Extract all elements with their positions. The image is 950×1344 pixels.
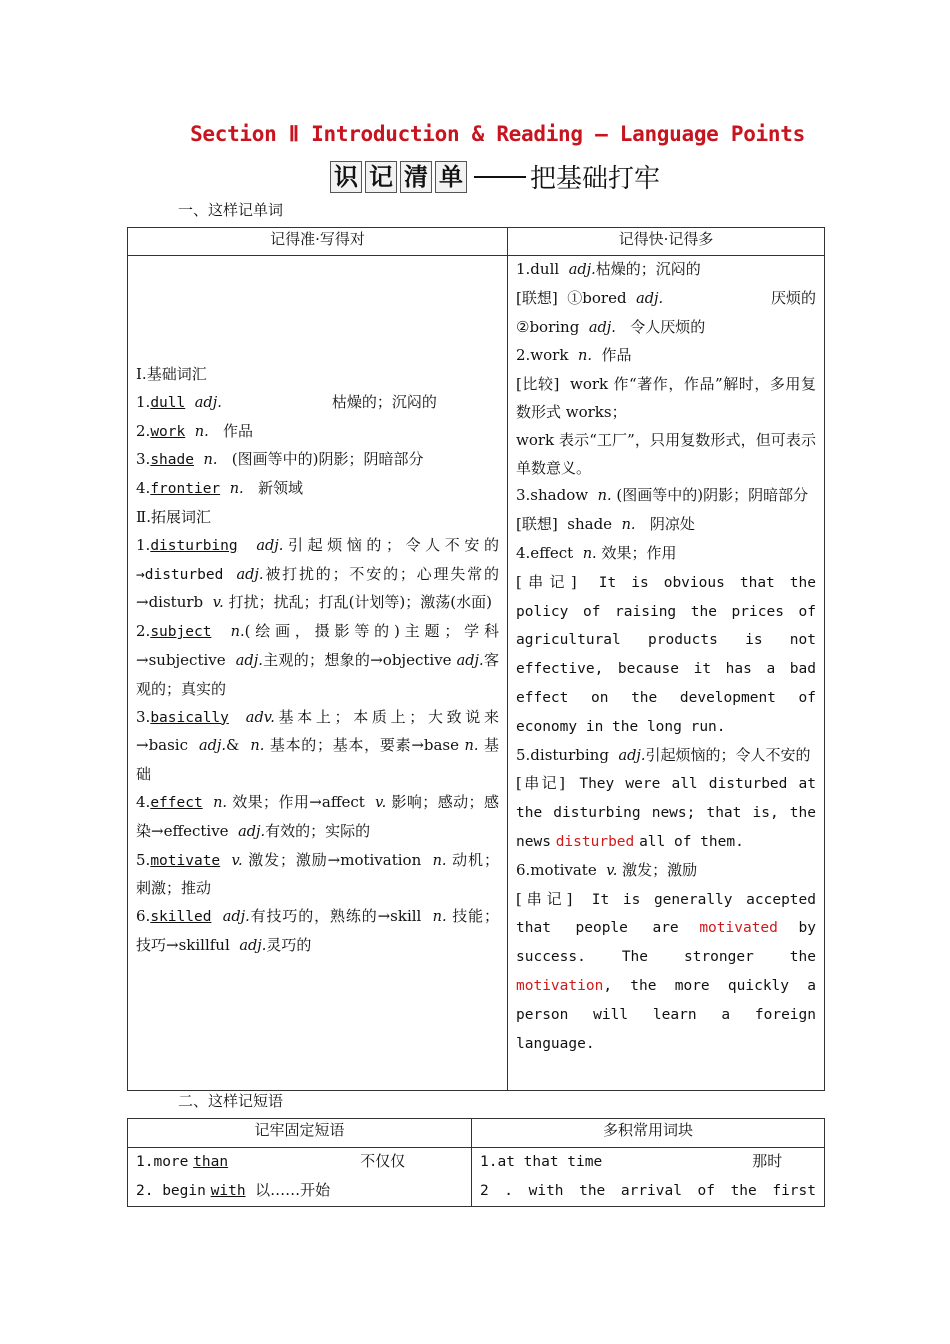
banner-char: 单 bbox=[435, 161, 467, 193]
highlight-word: motivation bbox=[516, 977, 604, 994]
memo-note: [串记] It is obvious that the policy of raising the prices of agricultural products is not effective, because it has a bad effect on the development of economy in the long run. bbox=[516, 572, 816, 735]
ext-heading: Ⅱ.拓展词汇 bbox=[136, 507, 211, 526]
highlight-word: disturbed bbox=[555, 833, 635, 850]
banner-char: 清 bbox=[400, 161, 432, 193]
banner-char: 识 bbox=[330, 161, 362, 193]
phrase-item: 2. begin with 以……开始 bbox=[136, 1180, 331, 1199]
highlight-word: motivated bbox=[699, 920, 778, 937]
section-2-label: 二、这样记短语 bbox=[178, 1092, 284, 1110]
phrase-table bbox=[127, 1118, 825, 1207]
section-banner bbox=[330, 158, 660, 195]
phrase-right-cell bbox=[472, 1148, 825, 1207]
vocab-item: 2.work n. 作品 bbox=[136, 421, 254, 440]
memo-item: 5.disturbing adj.引起烦恼的；令人不安的 bbox=[516, 745, 811, 764]
vocab-item: 3.shade n. (图画等中的)阴影；阴暗部分 bbox=[136, 450, 424, 469]
memo-note: work 表示“工厂”，只用复数形式，但可表示单数意义。 bbox=[516, 430, 816, 477]
banner-char: 记 bbox=[365, 161, 397, 193]
col-header-right: 多积常用词块 bbox=[472, 1119, 825, 1148]
vocab-item: 3.basically adv.基本上；本质上；大致说来→basic adj.& n. 基本的；基本，要素→base n. 基础 bbox=[136, 707, 499, 784]
memo-note: [串记] It is generally accepted that people are motivated by success. The stronger the motivation, the more quickly a person will learn a foreign language. bbox=[516, 889, 816, 1052]
banner-dash bbox=[474, 176, 526, 178]
memo-item: 4.effect n. 效果；作用 bbox=[516, 543, 677, 562]
vocab-item: 4.effect n. 效果；作用→affect v. 影响；感动；感染→effective adj.有效的；实际的 bbox=[136, 792, 499, 840]
phrase-left-cell bbox=[128, 1148, 472, 1207]
vocab-left-cell bbox=[128, 256, 508, 1091]
section-1-label: 一、这样记单词 bbox=[178, 201, 284, 219]
memo-note: [联想] ①bored adj. 厌烦的 bbox=[516, 288, 816, 307]
page-title: Section Ⅱ Introduction & Reading — Language Points bbox=[190, 122, 805, 146]
memo-note: [比较] work 作“著作，作品”解时，多用复数形式 works； bbox=[516, 375, 816, 421]
phrase-item: 1.more than 不仅仅 bbox=[136, 1152, 406, 1170]
phrase-item: 1.at that time 那时 bbox=[480, 1152, 783, 1170]
memo-note: [联想] shade n. 阴凉处 bbox=[516, 515, 695, 534]
banner-text: 把基础打牢 bbox=[530, 164, 661, 194]
col-header-left: 记得准·写得对 bbox=[128, 228, 508, 256]
memo-note: ②boring adj. 令人厌烦的 bbox=[516, 317, 706, 336]
vocab-item: 5.motivate v. 激发；激励→motivation n. 动机；刺激；推动 bbox=[136, 850, 499, 898]
vocab-item: 6.skilled adj.有技巧的，熟练的→skill n. 技能；技巧→skillful adj.灵巧的 bbox=[136, 907, 499, 954]
memo-item: 3.shadow n. (图画等中的)阴影；阴暗部分 bbox=[516, 486, 809, 505]
vocab-item: 2.subject n.(绘画，摄影等的)主题；学科→subjective adj.主观的；想象的→objective adj.客观的；真实的 bbox=[136, 622, 499, 698]
vocab-item: 1.dull adj. 枯燥的；沉闷的 bbox=[136, 392, 437, 411]
phrase-item: 2 . with the arrival of the first bbox=[480, 1182, 816, 1199]
memo-item: 6.motivate v. 激发；激励 bbox=[516, 860, 698, 879]
vocab-table bbox=[127, 227, 825, 1091]
memo-item: 2.work n. 作品 bbox=[516, 346, 632, 365]
col-header-right: 记得快·记得多 bbox=[508, 228, 825, 256]
col-header-left: 记牢固定短语 bbox=[128, 1119, 472, 1148]
memo-item: 1.dull adj.枯燥的；沉闷的 bbox=[516, 260, 701, 278]
basic-heading: Ⅰ.基础词汇 bbox=[136, 365, 207, 383]
vocab-item: 1.disturbing adj.引起烦恼的；令人不安的→disturbed adj.被打扰的；不安的；心理失常的→disturb v. 打扰；扰乱；打乱(计划等)；激荡(水面) bbox=[136, 535, 499, 612]
vocab-item: 4.frontier n. 新领域 bbox=[136, 479, 303, 498]
memo-note: [串记] They were all disturbed at the disturbing news; that is, the news disturbed all of them. bbox=[516, 774, 816, 850]
vocab-right-cell bbox=[508, 256, 825, 1091]
